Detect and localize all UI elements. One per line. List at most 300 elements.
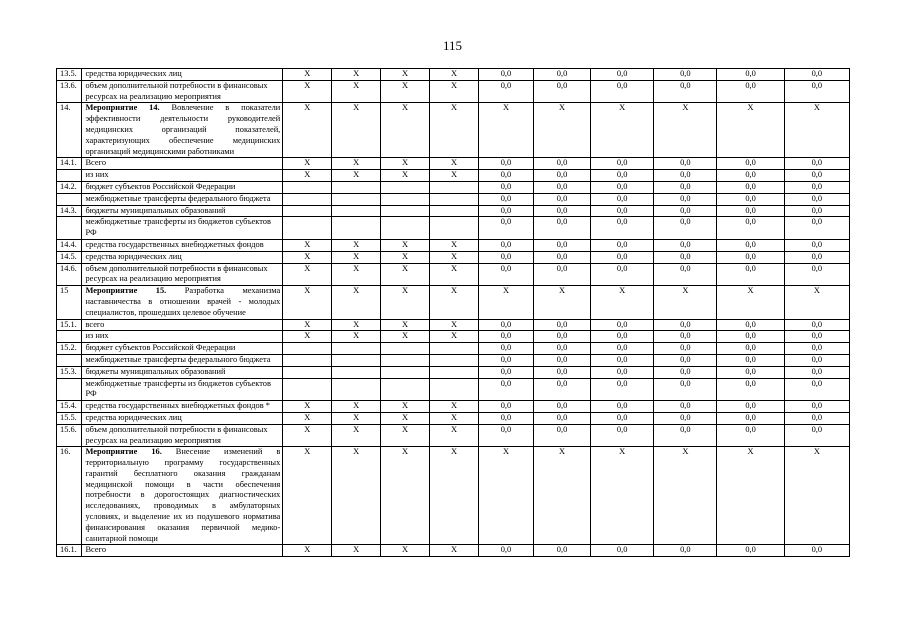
- row-number: [57, 354, 82, 366]
- value-cell: 0,0: [591, 319, 654, 331]
- value-cell: 0,0: [478, 170, 533, 182]
- row-number: 14.1.: [57, 158, 82, 170]
- value-cell: 0,0: [478, 181, 533, 193]
- value-cell: Х: [332, 286, 381, 319]
- value-cell: Х: [283, 103, 332, 158]
- row-description: объем дополнительной потребности в финансовых ресурсах на реализацию мероприятия: [82, 263, 283, 286]
- value-cell: 0,0: [717, 181, 784, 193]
- value-cell: [430, 217, 479, 240]
- value-cell: 0,0: [784, 354, 849, 366]
- row-number: 16.: [57, 447, 82, 545]
- value-cell: 0,0: [591, 354, 654, 366]
- value-cell: [332, 217, 381, 240]
- value-cell: 0,0: [533, 343, 590, 355]
- value-cell: 0,0: [717, 158, 784, 170]
- value-cell: Х: [381, 401, 430, 413]
- value-cell: 0,0: [591, 239, 654, 251]
- value-cell: 0,0: [478, 69, 533, 81]
- row-description: [82, 103, 283, 158]
- value-cell: 0,0: [784, 69, 849, 81]
- value-cell: [430, 193, 479, 205]
- value-cell: 0,0: [717, 170, 784, 182]
- value-cell: [283, 217, 332, 240]
- value-cell: [430, 378, 479, 401]
- value-cell: 0,0: [654, 366, 717, 378]
- value-cell: [381, 343, 430, 355]
- table-row: [57, 170, 850, 182]
- value-cell: Х: [717, 286, 784, 319]
- table-row: [57, 103, 850, 158]
- table-row: [57, 286, 850, 319]
- value-cell: Х: [430, 447, 479, 545]
- row-number: [57, 331, 82, 343]
- value-cell: Х: [381, 103, 430, 158]
- row-number: 14.4.: [57, 239, 82, 251]
- row-number: 15.2.: [57, 343, 82, 355]
- value-cell: 0,0: [717, 545, 784, 557]
- value-cell: 0,0: [717, 251, 784, 263]
- row-description: средства юридических лиц: [82, 412, 283, 424]
- value-cell: Х: [430, 170, 479, 182]
- value-cell: [430, 205, 479, 217]
- row-description: всего: [82, 319, 283, 331]
- value-cell: [381, 354, 430, 366]
- value-cell: [430, 354, 479, 366]
- row-description: Всего: [82, 545, 283, 557]
- row-description: межбюджетные трансферты из бюджетов субъектов РФ: [82, 378, 283, 401]
- value-cell: 0,0: [591, 170, 654, 182]
- value-cell: 0,0: [717, 401, 784, 413]
- value-cell: 0,0: [654, 239, 717, 251]
- table-row: [57, 80, 850, 103]
- value-cell: 0,0: [591, 545, 654, 557]
- value-cell: [283, 354, 332, 366]
- value-cell: Х: [283, 158, 332, 170]
- value-cell: Х: [332, 158, 381, 170]
- table-row: [57, 319, 850, 331]
- value-cell: Х: [784, 103, 849, 158]
- measure-title: Мероприятие 15.: [85, 286, 167, 296]
- value-cell: 0,0: [784, 343, 849, 355]
- value-cell: Х: [332, 263, 381, 286]
- row-description: [82, 447, 283, 545]
- value-cell: 0,0: [717, 205, 784, 217]
- value-cell: 0,0: [654, 378, 717, 401]
- value-cell: [381, 193, 430, 205]
- value-cell: 0,0: [717, 366, 784, 378]
- value-cell: Х: [381, 251, 430, 263]
- value-cell: Х: [533, 447, 590, 545]
- row-number: 15.1.: [57, 319, 82, 331]
- table-row: [57, 205, 850, 217]
- value-cell: Х: [283, 401, 332, 413]
- value-cell: [381, 181, 430, 193]
- value-cell: Х: [430, 251, 479, 263]
- value-cell: Х: [332, 424, 381, 447]
- table-row: [57, 424, 850, 447]
- value-cell: Х: [332, 401, 381, 413]
- value-cell: Х: [430, 401, 479, 413]
- value-cell: Х: [430, 239, 479, 251]
- value-cell: 0,0: [478, 545, 533, 557]
- value-cell: 0,0: [654, 401, 717, 413]
- value-cell: Х: [430, 424, 479, 447]
- value-cell: 0,0: [533, 331, 590, 343]
- value-cell: Х: [717, 447, 784, 545]
- value-cell: Х: [381, 424, 430, 447]
- value-cell: Х: [381, 286, 430, 319]
- value-cell: Х: [332, 319, 381, 331]
- value-cell: Х: [430, 331, 479, 343]
- value-cell: Х: [533, 103, 590, 158]
- row-description: средства юридических лиц: [82, 251, 283, 263]
- value-cell: 0,0: [784, 401, 849, 413]
- value-cell: 0,0: [784, 319, 849, 331]
- value-cell: Х: [784, 286, 849, 319]
- value-cell: [381, 217, 430, 240]
- value-cell: 0,0: [478, 217, 533, 240]
- value-cell: 0,0: [784, 217, 849, 240]
- row-description: бюджеты муниципальных образований: [82, 205, 283, 217]
- table-row: [57, 193, 850, 205]
- value-cell: [332, 181, 381, 193]
- value-cell: 0,0: [591, 263, 654, 286]
- value-cell: 0,0: [717, 193, 784, 205]
- value-cell: Х: [283, 263, 332, 286]
- table-row: [57, 251, 850, 263]
- value-cell: Х: [381, 319, 430, 331]
- value-cell: 0,0: [654, 319, 717, 331]
- value-cell: [381, 366, 430, 378]
- row-description: средства государственных внебюджетных фондов: [82, 239, 283, 251]
- value-cell: 0,0: [717, 343, 784, 355]
- value-cell: Х: [283, 286, 332, 319]
- value-cell: Х: [381, 412, 430, 424]
- value-cell: 0,0: [784, 366, 849, 378]
- row-description: бюджет субъектов Российской Федерации: [82, 181, 283, 193]
- value-cell: 0,0: [591, 401, 654, 413]
- table-row: [57, 158, 850, 170]
- value-cell: 0,0: [591, 343, 654, 355]
- value-cell: 0,0: [478, 412, 533, 424]
- row-number: 14.: [57, 103, 82, 158]
- value-cell: 0,0: [654, 170, 717, 182]
- value-cell: 0,0: [478, 239, 533, 251]
- value-cell: Х: [784, 447, 849, 545]
- row-description: средства юридических лиц: [82, 69, 283, 81]
- value-cell: 0,0: [591, 251, 654, 263]
- value-cell: 0,0: [784, 251, 849, 263]
- value-cell: 0,0: [478, 354, 533, 366]
- table-row: [57, 378, 850, 401]
- value-cell: Х: [430, 263, 479, 286]
- value-cell: 0,0: [591, 424, 654, 447]
- value-cell: Х: [430, 319, 479, 331]
- row-description: средства государственных внебюджетных фондов *: [82, 401, 283, 413]
- row-description: межбюджетные трансферты федерального бюджета: [82, 193, 283, 205]
- value-cell: 0,0: [478, 193, 533, 205]
- value-cell: 0,0: [717, 69, 784, 81]
- value-cell: [430, 181, 479, 193]
- row-number: 14.2.: [57, 181, 82, 193]
- value-cell: 0,0: [478, 319, 533, 331]
- value-cell: Х: [283, 80, 332, 103]
- table-row: [57, 263, 850, 286]
- value-cell: 0,0: [654, 263, 717, 286]
- value-cell: Х: [381, 158, 430, 170]
- value-cell: Х: [591, 103, 654, 158]
- value-cell: 0,0: [591, 80, 654, 103]
- value-cell: Х: [591, 447, 654, 545]
- value-cell: 0,0: [654, 193, 717, 205]
- value-cell: [430, 366, 479, 378]
- value-cell: 0,0: [591, 378, 654, 401]
- value-cell: 0,0: [533, 181, 590, 193]
- value-cell: 0,0: [717, 319, 784, 331]
- value-cell: Х: [283, 412, 332, 424]
- value-cell: Х: [654, 447, 717, 545]
- row-description: межбюджетные трансферты из бюджетов субъектов РФ: [82, 217, 283, 240]
- value-cell: Х: [283, 69, 332, 81]
- value-cell: 0,0: [784, 181, 849, 193]
- value-cell: Х: [654, 286, 717, 319]
- value-cell: 0,0: [533, 424, 590, 447]
- value-cell: Х: [381, 170, 430, 182]
- value-cell: 0,0: [533, 251, 590, 263]
- row-number: 16.1.: [57, 545, 82, 557]
- row-number: 15.5.: [57, 412, 82, 424]
- row-description: межбюджетные трансферты федерального бюджета: [82, 354, 283, 366]
- value-cell: 0,0: [654, 331, 717, 343]
- row-description: Всего: [82, 158, 283, 170]
- page-number: 115: [442, 38, 463, 53]
- value-cell: 0,0: [717, 378, 784, 401]
- value-cell: Х: [283, 331, 332, 343]
- table-row: [57, 239, 850, 251]
- value-cell: 0,0: [717, 80, 784, 103]
- value-cell: Х: [430, 103, 479, 158]
- table-row: [57, 401, 850, 413]
- value-cell: 0,0: [478, 378, 533, 401]
- row-number: 14.3.: [57, 205, 82, 217]
- row-number: 14.5.: [57, 251, 82, 263]
- value-cell: [332, 366, 381, 378]
- value-cell: [381, 378, 430, 401]
- value-cell: [283, 193, 332, 205]
- table-row: [57, 366, 850, 378]
- measure-text: Вовлечение в показатели эффективности деятельности руководителей медицинских организаций показателей, характеризующих обеспечение медицинских организаций медицинскими работниками: [85, 103, 281, 156]
- table-row: [57, 343, 850, 355]
- value-cell: 0,0: [591, 205, 654, 217]
- value-cell: Х: [381, 239, 430, 251]
- value-cell: Х: [717, 103, 784, 158]
- value-cell: 0,0: [478, 424, 533, 447]
- value-cell: 0,0: [533, 193, 590, 205]
- value-cell: 0,0: [654, 69, 717, 81]
- value-cell: Х: [283, 319, 332, 331]
- value-cell: 0,0: [478, 80, 533, 103]
- row-number: 15: [57, 286, 82, 319]
- value-cell: Х: [332, 545, 381, 557]
- value-cell: 0,0: [591, 181, 654, 193]
- value-cell: Х: [430, 412, 479, 424]
- value-cell: [332, 378, 381, 401]
- row-description: бюджеты муниципальных образований: [82, 366, 283, 378]
- value-cell: 0,0: [533, 80, 590, 103]
- value-cell: 0,0: [591, 366, 654, 378]
- value-cell: 0,0: [478, 263, 533, 286]
- value-cell: 0,0: [654, 424, 717, 447]
- row-description: из них: [82, 331, 283, 343]
- table-row: [57, 545, 850, 557]
- value-cell: [430, 343, 479, 355]
- value-cell: Х: [332, 69, 381, 81]
- value-cell: 0,0: [478, 343, 533, 355]
- row-description: [82, 286, 283, 319]
- value-cell: 0,0: [784, 378, 849, 401]
- value-cell: Х: [332, 412, 381, 424]
- value-cell: Х: [332, 251, 381, 263]
- value-cell: Х: [332, 331, 381, 343]
- value-cell: Х: [381, 331, 430, 343]
- value-cell: Х: [591, 286, 654, 319]
- value-cell: 0,0: [478, 251, 533, 263]
- financing-table: [56, 68, 850, 557]
- value-cell: Х: [283, 424, 332, 447]
- value-cell: 0,0: [784, 158, 849, 170]
- value-cell: 0,0: [717, 412, 784, 424]
- value-cell: 0,0: [717, 239, 784, 251]
- value-cell: 0,0: [533, 412, 590, 424]
- value-cell: 0,0: [478, 158, 533, 170]
- row-description: объем дополнительной потребности в финансовых ресурсах на реализацию мероприятия: [82, 80, 283, 103]
- value-cell: Х: [283, 239, 332, 251]
- row-number: 13.6.: [57, 80, 82, 103]
- value-cell: 0,0: [784, 412, 849, 424]
- row-number: 15.3.: [57, 366, 82, 378]
- row-number: 15.4.: [57, 401, 82, 413]
- value-cell: 0,0: [533, 378, 590, 401]
- table-row: [57, 181, 850, 193]
- value-cell: Х: [283, 170, 332, 182]
- value-cell: Х: [430, 80, 479, 103]
- value-cell: 0,0: [654, 217, 717, 240]
- table-row: [57, 69, 850, 81]
- value-cell: Х: [533, 286, 590, 319]
- value-cell: 0,0: [591, 193, 654, 205]
- value-cell: [332, 343, 381, 355]
- value-cell: Х: [381, 69, 430, 81]
- value-cell: Х: [478, 286, 533, 319]
- value-cell: Х: [332, 103, 381, 158]
- value-cell: Х: [654, 103, 717, 158]
- row-number: 13.5.: [57, 69, 82, 81]
- value-cell: [332, 193, 381, 205]
- value-cell: 0,0: [533, 401, 590, 413]
- value-cell: 0,0: [784, 170, 849, 182]
- value-cell: 0,0: [478, 205, 533, 217]
- table-row: [57, 447, 850, 545]
- value-cell: 0,0: [784, 263, 849, 286]
- value-cell: Х: [332, 239, 381, 251]
- value-cell: Х: [381, 263, 430, 286]
- value-cell: 0,0: [533, 366, 590, 378]
- value-cell: Х: [381, 545, 430, 557]
- value-cell: [283, 378, 332, 401]
- value-cell: 0,0: [654, 251, 717, 263]
- value-cell: 0,0: [591, 158, 654, 170]
- value-cell: 0,0: [533, 545, 590, 557]
- value-cell: Х: [478, 103, 533, 158]
- value-cell: 0,0: [533, 69, 590, 81]
- value-cell: 0,0: [478, 401, 533, 413]
- value-cell: 0,0: [784, 80, 849, 103]
- value-cell: 0,0: [784, 205, 849, 217]
- row-number: [57, 378, 82, 401]
- value-cell: Х: [332, 80, 381, 103]
- value-cell: [332, 354, 381, 366]
- row-number: 14.6.: [57, 263, 82, 286]
- value-cell: 0,0: [591, 412, 654, 424]
- row-description: из них: [82, 170, 283, 182]
- value-cell: 0,0: [591, 331, 654, 343]
- value-cell: 0,0: [478, 331, 533, 343]
- value-cell: 0,0: [654, 158, 717, 170]
- value-cell: Х: [430, 286, 479, 319]
- value-cell: 0,0: [591, 217, 654, 240]
- value-cell: 0,0: [717, 217, 784, 240]
- table-row: [57, 331, 850, 343]
- row-number: [57, 193, 82, 205]
- table-row: [57, 217, 850, 240]
- value-cell: [283, 343, 332, 355]
- value-cell: 0,0: [784, 331, 849, 343]
- value-cell: 0,0: [717, 263, 784, 286]
- row-description: объем дополнительной потребности в финансовых ресурсах на реализацию мероприятия: [82, 424, 283, 447]
- value-cell: 0,0: [717, 354, 784, 366]
- table-body: [57, 69, 850, 557]
- value-cell: 0,0: [533, 319, 590, 331]
- value-cell: [381, 205, 430, 217]
- value-cell: 0,0: [717, 331, 784, 343]
- value-cell: [283, 205, 332, 217]
- value-cell: [283, 366, 332, 378]
- value-cell: [332, 205, 381, 217]
- value-cell: 0,0: [533, 239, 590, 251]
- value-cell: Х: [430, 69, 479, 81]
- value-cell: Х: [478, 447, 533, 545]
- measure-text: Разработка механизма наставничества в отношении врачей - молодых специалистов, прошедших целевое обучение: [85, 286, 281, 317]
- value-cell: 0,0: [533, 354, 590, 366]
- value-cell: Х: [430, 545, 479, 557]
- measure-text: Внесение изменений в территориальную программу государственных гарантий бесплатного оказания гражданам медицинской помощи в части обеспечения потребности в дорогостоящих диагностических исследованиях, проводимых в амбулаторных условиях, и выделение их из подушевого норматива финансирования оказания первичной медико-санитарной помощи: [85, 447, 281, 543]
- value-cell: 0,0: [784, 545, 849, 557]
- measure-title: Мероприятие 16.: [85, 447, 162, 457]
- value-cell: Х: [283, 447, 332, 545]
- measure-title: Мероприятие 14.: [85, 103, 160, 113]
- value-cell: 0,0: [654, 181, 717, 193]
- value-cell: Х: [381, 80, 430, 103]
- value-cell: Х: [283, 545, 332, 557]
- value-cell: 0,0: [654, 412, 717, 424]
- value-cell: Х: [430, 158, 479, 170]
- value-cell: Х: [283, 251, 332, 263]
- table-row: [57, 412, 850, 424]
- value-cell: 0,0: [717, 424, 784, 447]
- value-cell: 0,0: [478, 366, 533, 378]
- value-cell: Х: [381, 447, 430, 545]
- row-number: 15.6.: [57, 424, 82, 447]
